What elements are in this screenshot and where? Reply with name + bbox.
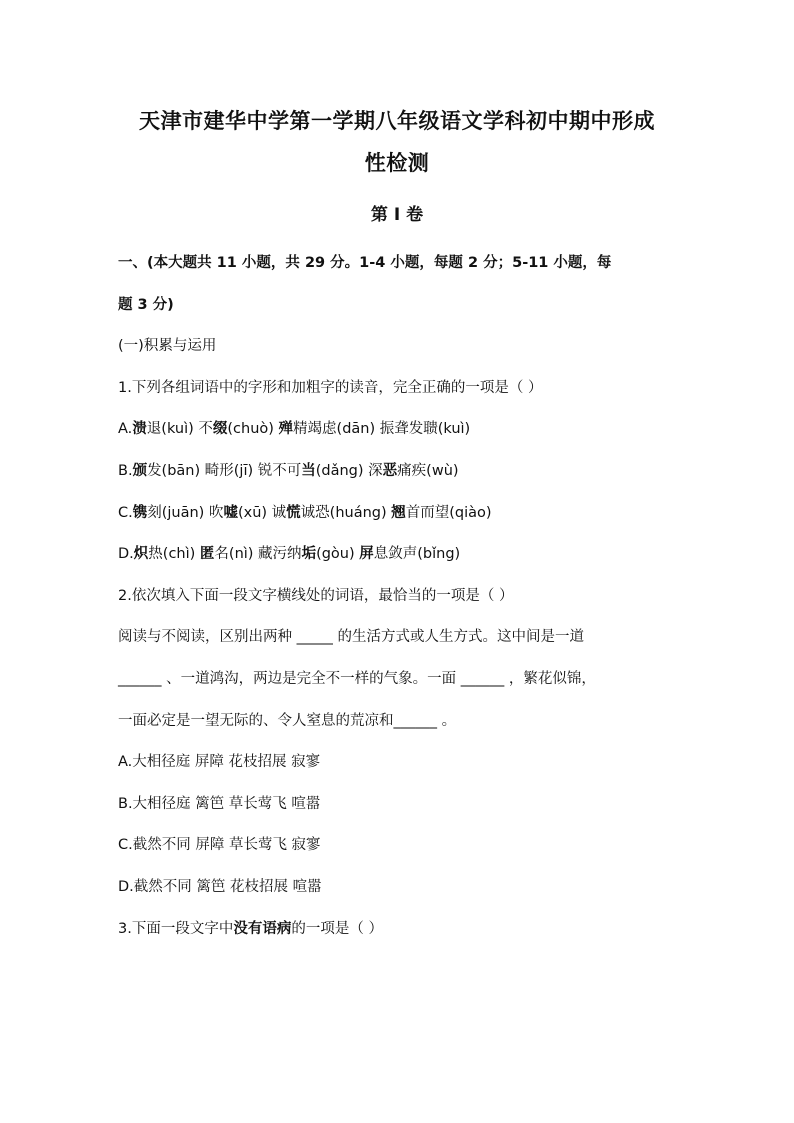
subsection-heading: (一)积累与运用: [118, 338, 217, 355]
title-line-1: 天津市建华中学第一学期八年级语文学科初中期中形成: [139, 109, 655, 133]
question-3-stem: 3.下面一段文字中没有语病的一项是（ ）: [118, 920, 383, 937]
section-heading-line-2: 题 3 分): [118, 296, 174, 313]
question-2-stem: 2.依次填入下面一段文字横线处的词语，最恰当的一项是（ ）: [118, 587, 514, 604]
document-title: [100, 100, 694, 184]
question-2-paragraph-line-3: 一面必定是一望无际的、令人窒息的荒凉和______ 。: [118, 712, 457, 729]
title-line-2: 性检测: [364, 151, 430, 175]
question-1-option-b: B.颁发(bān) 畸形(jī) 锐不可当(dǎng) 深恶痛疾(wù): [118, 462, 459, 479]
question-2-option-a: A.大相径庭 屏障 花枝招展 寂寥: [118, 754, 321, 771]
question-2-paragraph-line-2: ______ 、一道鸿沟，两边是完全不一样的气象。一面 ______ ，繁花似锦，: [118, 670, 596, 687]
question-1-stem: 1.下列各组词语中的字形和加粗字的读音，完全正确的一项是（ ）: [118, 379, 543, 396]
question-1-option-d: D.炽热(chì) 匿名(nì) 藏污纳垢(gòu) 屏息敛声(bǐng): [118, 546, 461, 563]
question-2-paragraph-line-1: 阅读与不阅读，区别出两种 _____ 的生活方式或人生方式。这中间是一道: [118, 629, 584, 646]
question-2-option-d: D.截然不同 篱笆 花枝招展 喧嚣: [118, 878, 322, 895]
question-1-option-c: C.镌刻(juān) 吹嘘(xū) 诚慌诚恐(huáng) 翘首而望(qiào): [118, 504, 492, 521]
volume-heading: 第 I 卷: [370, 205, 424, 225]
question-2-option-b: B.大相径庭 篱笆 草长莺飞 喧嚣: [118, 795, 321, 812]
emphasis-no-grammar-error: 没有语病: [233, 920, 292, 937]
question-2-option-c: C.截然不同 屏障 草长莺飞 寂寥: [118, 837, 321, 854]
section-heading-line-1: 一、(本大题共 11 小题，共 29 分。1-4 小题，每题 2 分；5-11 小题，每: [118, 255, 612, 271]
question-1-option-a: A.溃退(kuì) 不缀(chuò) 殚精竭虑(dān) 振聋发聩(kuì): [118, 421, 471, 438]
document-body: [118, 243, 678, 950]
